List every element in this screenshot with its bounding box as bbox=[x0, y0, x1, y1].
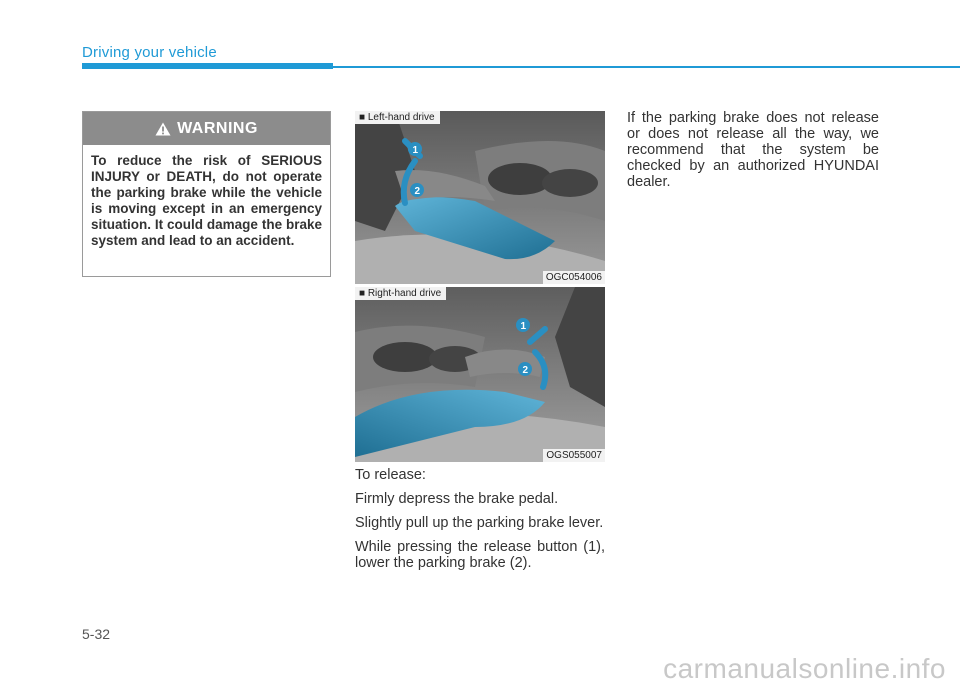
instruction-heading: To release: bbox=[355, 467, 426, 483]
figure-code-lhd: OGC054006 bbox=[543, 271, 605, 284]
instruction-step: Slightly pull up the parking brake lever. bbox=[355, 515, 604, 531]
instruction-step: While pressing the release button (1), lower the parking brake (2). bbox=[355, 539, 605, 571]
parking-brake-photo-rhd bbox=[355, 287, 605, 462]
parking-brake-photo-lhd bbox=[355, 111, 605, 284]
instruction-step: Firmly depress the brake pedal. bbox=[355, 491, 559, 507]
release-note: If the parking brake does not release or does not release all the way, we recommend that the system be checked by an authorized HYUNDAI dealer. bbox=[627, 110, 879, 190]
section-title: Driving your vehicle bbox=[82, 44, 217, 61]
header-rule-thick bbox=[82, 63, 333, 69]
header-rule-thin bbox=[333, 66, 960, 68]
drive-label-rhd: ■ Right-hand drive bbox=[355, 287, 446, 300]
drive-label-lhd: ■ Left-hand drive bbox=[355, 111, 440, 124]
callout-2-rhd: 2 bbox=[522, 365, 529, 376]
warning-title: WARNING bbox=[177, 119, 258, 137]
warning-box bbox=[82, 111, 331, 277]
figure-code-rhd: OGS055007 bbox=[543, 449, 605, 462]
watermark: carmanualsonline.info bbox=[663, 653, 946, 684]
callout-1-rhd: 1 bbox=[520, 321, 527, 332]
release-instructions bbox=[355, 467, 605, 579]
figure-right-hand-drive bbox=[355, 287, 605, 462]
callout-1-lhd: 1 bbox=[412, 145, 419, 156]
warning-text: To reduce the risk of SERIOUS INJURY or DEATH, do not operate the parking brake while the vehicle is moving except in an emergency situation. It could damage the brake system and lead to an accident. bbox=[91, 153, 322, 248]
warning-triangle-icon bbox=[155, 122, 171, 136]
page-number: 5-32 bbox=[82, 626, 111, 642]
callout-2-lhd: 2 bbox=[414, 186, 421, 197]
figure-left-hand-drive bbox=[355, 111, 605, 284]
warning-header bbox=[83, 112, 330, 145]
